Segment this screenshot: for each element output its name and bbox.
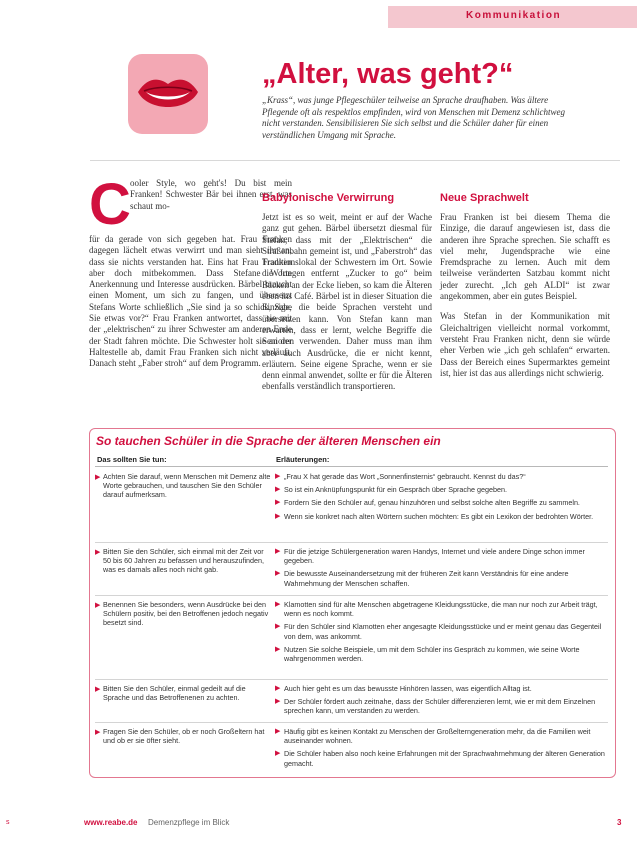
arrow-icon: ▶ — [275, 601, 281, 608]
arrow-icon: ▶ — [275, 728, 281, 735]
arrow-icon: ▶ — [275, 548, 281, 555]
table-cell-explanation — [275, 727, 605, 772]
col3-text — [440, 212, 610, 388]
explanation-item: ▶ Häufig gibt es keinen Kontakt zu Menschen der Großelterngeneration mehr, da die Familien weit auseinander wohnen. — [275, 727, 591, 746]
explanation-item: ▶ Für den Schüler sind Klamotten eher angesagte Kleidungsstücke und er meint genau das Gegenteil von dem, was ankommt. — [275, 622, 602, 641]
arrow-icon: ▶ — [275, 623, 281, 631]
arrow-icon: ▶ — [275, 499, 281, 507]
row-divider — [95, 595, 608, 596]
col1-text: für da gerade von sich gegeben hat. Frau Franken dagegen lächelt etwas verwirrt und man sieht ihr an, dass sie nichts verstanden hat. Eins hat Frau Franken aber doch mitbekommen. Dass Stefane Worte Anerkennung und Interesse ausdrücken. Bärbel braucht einen Moment, um sich zu fangen, und übersetzt Stefans Worte schließlich „Sie sind ja so schick, Sabe Sie etwas vor?“ Frau Franken antwortet, dass sie mit der „elektrischen“ zu ihrer Schwester am anderen Ende der Stadt fahren möchte. Die Schwester holt sie an der Haltestelle ab, damit Frau Franken sich nicht verläuft. Danach steht „Faber stroh“ auf dem Programm. — [89, 234, 292, 369]
explanation-item: ▶ „Frau X hat gerade das Wort „Sonnenfinsternis“ gebraucht. Kennst du das?“ — [275, 472, 526, 481]
divider — [90, 160, 620, 161]
table-cell-explanation — [275, 547, 605, 592]
explanation-item: ▶ Wenn sie konkret nach alten Wörtern suchen möchten: Es gibt ein Lexikon der bedrohten Wörter. — [275, 511, 594, 521]
section-label: Kommunikation — [466, 10, 562, 21]
row-divider — [95, 542, 608, 543]
row-divider — [95, 679, 608, 680]
action-text: Benennen Sie besonders, wenn Ausdrücke bei den Schülern positiv, bei den Betroffenen jedoch negativ besetzt sind. — [103, 600, 269, 628]
lips-icon-box — [128, 54, 208, 134]
lips-icon — [136, 72, 200, 116]
footer-publication: Demenzpflege im Blick — [148, 818, 230, 827]
arrow-icon: ▶ — [275, 698, 281, 706]
table-header-left: Das sollten Sie tun: — [97, 455, 167, 464]
table-cell-explanation — [275, 600, 605, 667]
table-cell-action — [95, 472, 273, 500]
arrow-icon: ▶ — [95, 474, 101, 481]
dropcap: C — [89, 172, 131, 237]
arrow-icon: ▶ — [95, 729, 101, 736]
table-cell-action — [95, 547, 273, 575]
action-text: Bitten Sie den Schüler, sich einmal mit der Zeit vor 50 bis 60 Jahren zu befassen und herauszufinden, was es damals alles noch nicht gab. — [103, 547, 265, 575]
explanation-item: ▶ Nutzen Sie solche Beispiele, um mit dem Schüler ins Gespräch zu kommen, wie seine Worte wahrgenommen werden. — [275, 644, 580, 664]
arrow-icon: ▶ — [275, 473, 281, 480]
table-cell-action — [95, 727, 273, 745]
col2-text: Jetzt ist es so weit, meint er auf der Wache ganz gut gehen. Bärbel übersetzt diesmal für Stefan, dass mit der „Elektrischen“ die Straßenbahn gemeint ist, und „Faberstroh“ das Traditionslokal der Schwestern im Ort. Sowie die Jungen entfernt „Zucker to go“ beim Bäcken an der Ecke lieben, so kam die Älteren eben ins Café. Bärbel ist in dieser Situation die Einzige, die beide Sprachen versteht und übersetzen kann. Von Stefan kann man erwarten, dass er lernt, welche Begriffe die Senioren verwenden. Daher muss man ihm aber auch Ausdrücke, die er nicht kennt, erläutern. Seine eigene Sprache, wenn er sie denn einmal anwendet, sollte er für die Älteren ebenfalls verständlich transportieren. — [262, 212, 432, 392]
explanation-item: ▶ So ist ein Anknüpfungspunkt für ein Gespräch über Sprache gegeben. — [275, 485, 507, 495]
action-text: Achten Sie darauf, wenn Menschen mit Demenz alte Worte gebrauchen, und tauschen Sie den Schüler darauf aufmerksam. — [103, 472, 271, 500]
table-cell-action — [95, 684, 273, 702]
explanation-item: ▶ Auch hier geht es um das bewusste Hinhören lassen, was eigentlich Alltag ist. — [275, 684, 532, 693]
arrow-icon: ▶ — [95, 686, 101, 693]
explanation-item: ▶ Klamotten sind für alte Menschen abgetragene Kleidungsstücke, die man nur noch zur Arbeit trägt, wenn es noch kommt. — [275, 600, 598, 619]
row-divider — [95, 722, 608, 723]
table-title: So tauchen Schüler in die Sprache der älteren Menschen ein — [96, 434, 441, 448]
table-header-line — [95, 466, 608, 467]
arrow-icon: ▶ — [275, 685, 281, 692]
col2-heading: Babylonische Verwirrung — [262, 192, 395, 204]
article-headline: „Alter, was geht?“ — [262, 58, 514, 90]
action-text: Bitten Sie den Schüler, einmal gedeilt auf die Sprache und das Betroffenenen zu achten. — [103, 684, 246, 703]
explanation-item: ▶ Für die jetzige Schülergeneration waren Handys, Internet und viele andere Dinge schon immer gegeben. — [275, 547, 585, 566]
col3-heading: Neue Sprachwelt — [440, 192, 529, 204]
col3-paragraph: Frau Franken ist bei diesem Thema die Einzige, die darauf angewiesen ist, dass die anderen ihre Sprache sprechen. Sie schafft es viel mehr, Jugendsprache wie eine Fremdsprache zu lernen. Auch mit dem teilweise veränderten Satzbau kommt nicht jeder zurecht. „Ich geh ALDI“ ist zwar angekommen, aber ein gutes Beispiel. — [440, 212, 610, 302]
arrow-icon: ▶ — [275, 750, 281, 758]
explanation-item: ▶ Die Schüler haben also noch keine Erfahrungen mit der Sprachwahrnehmung der älteren Generation gemacht. — [275, 749, 605, 768]
table-cell-explanation — [275, 684, 605, 720]
table-header-right: Erläuterungen: — [276, 455, 330, 464]
col1-lead-text: ooler Style, wo geht's! Du bist mein Franken! Schwester Bär bei ihnen erst, was schaut mo- — [130, 178, 292, 211]
explanation-item: ▶ Der Schüler fördert auch zeitnahe, dass der Schüler differenzieren lernt, wie er mit dem Einzelnen sprechen kann, um verstanden zu werden. — [275, 697, 596, 716]
explanation-item: ▶ Die bewusste Auseinandersetzung mit der früheren Zeit kann Verständnis für eine andere Wahrnehmung der Menschen schaffen. — [275, 569, 569, 588]
article-intro: „Krass“, was junge Pflegeschüler teilweise an Sprache draufhaben. Was ältere Pflegende oft als respektlos empfinden, wird von Menschen mit Demenz schlichtweg nicht verstanden. Sensibilisieren Sie sich selbst und die Schüler daher für einen verständlichen Umgang mit Sprache. — [262, 95, 566, 140]
arrow-icon: ▶ — [275, 645, 281, 653]
arrow-icon: ▶ — [275, 486, 281, 494]
table-cell-explanation — [275, 472, 605, 525]
footer-left-mark: s — [6, 819, 10, 826]
arrow-icon: ▶ — [275, 512, 281, 520]
explanation-item: ▶ Fordern Sie den Schüler auf, genau hinzuhören und selbst solche alten Begriffe zu sammeln. — [275, 498, 580, 508]
footer-url-link[interactable]: www.reabe.de — [84, 818, 138, 827]
arrow-icon: ▶ — [95, 602, 101, 609]
arrow-icon: ▶ — [275, 570, 281, 578]
page-number: 3 — [617, 818, 622, 827]
col3-paragraph: Was Stefan in der Kommunikation mit Gleichaltrigen vielleicht normal vorkommt, versteht Frau Franken nicht, denn sie würde eher Verben wie „ich geh schlafen“ erwarten. Dass der Bereich eines Supermarktes gemeint ist, hier ist das aus allerdings nicht schwierig. — [440, 311, 610, 378]
table-cell-action — [95, 600, 273, 628]
arrow-icon: ▶ — [95, 549, 101, 556]
action-text: Fragen Sie den Schüler, ob er noch Großeltern hat und ob er sie öfter sieht. — [103, 727, 265, 746]
